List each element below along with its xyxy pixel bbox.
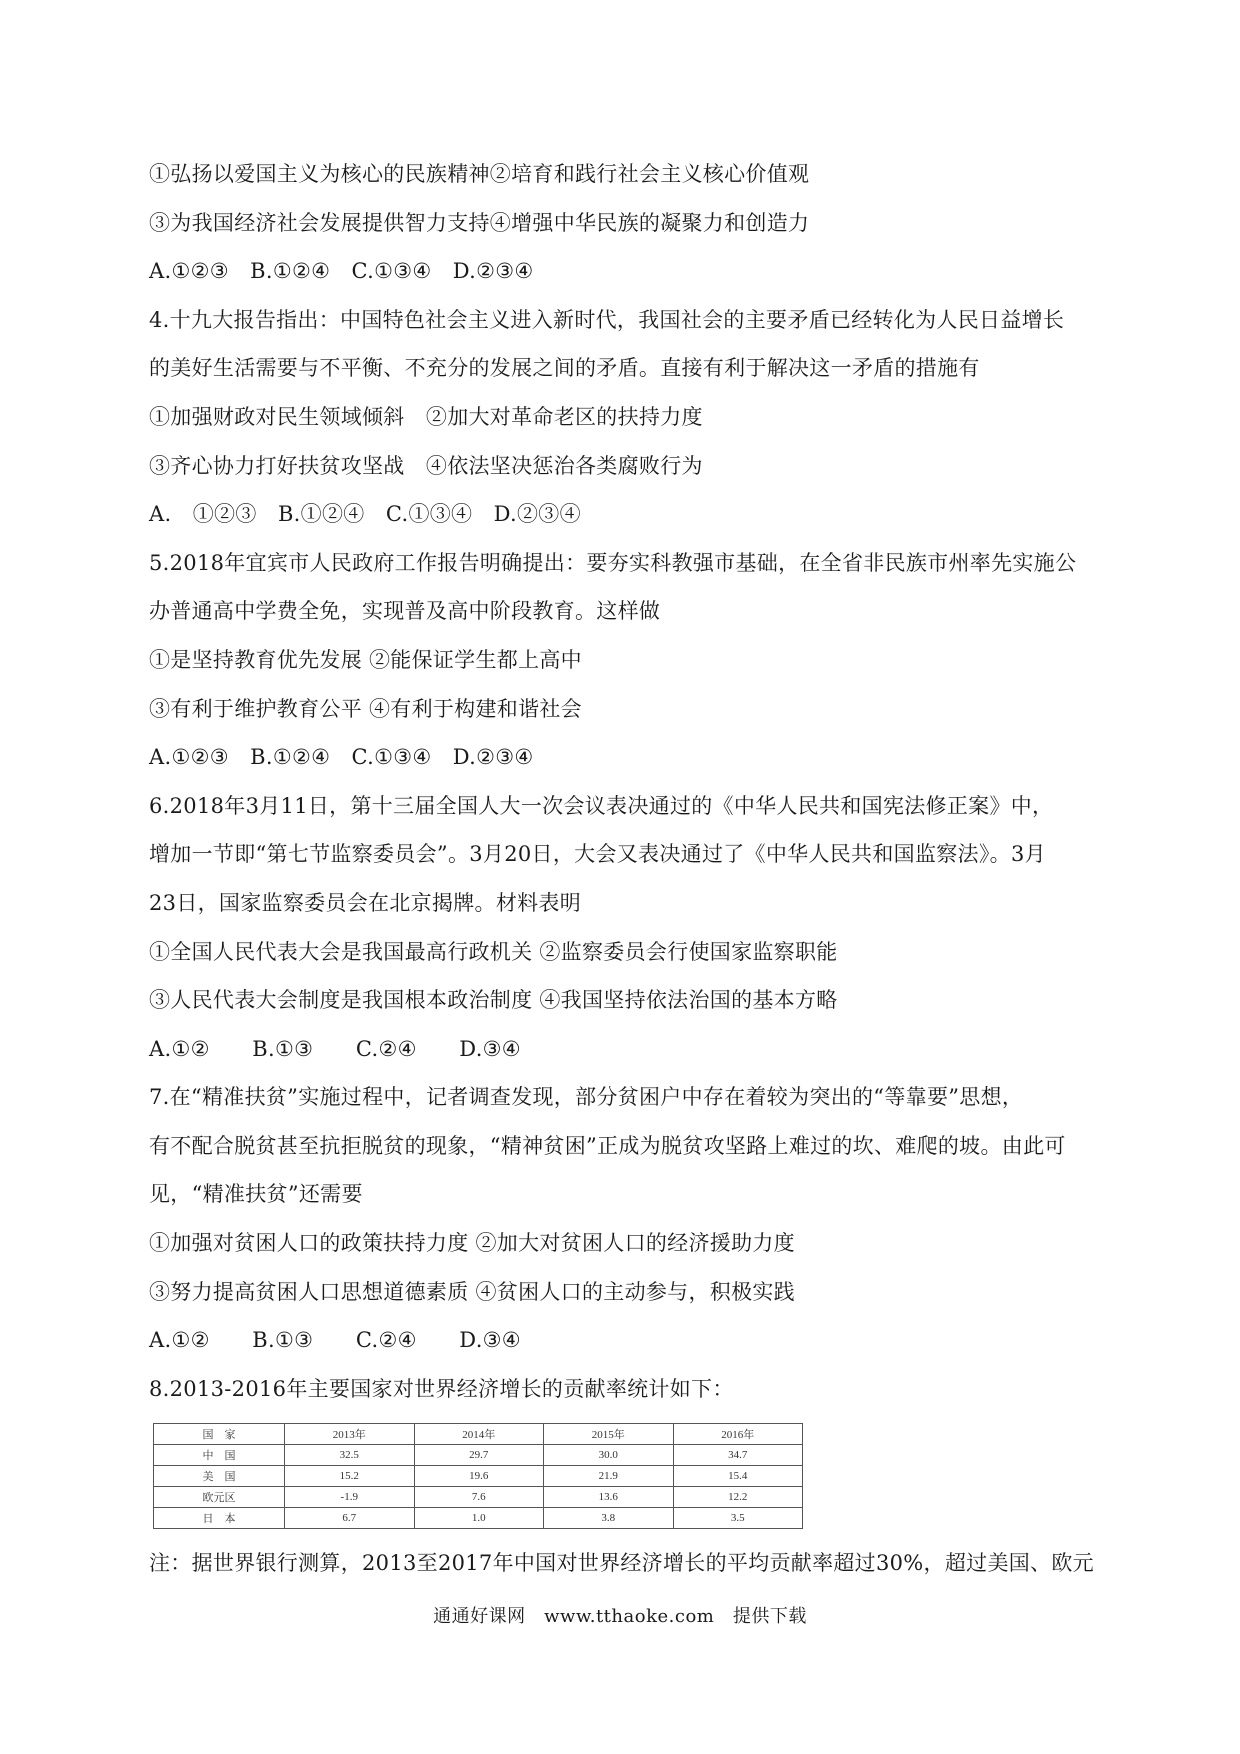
table-cell: 欧元区	[154, 1487, 285, 1508]
q7-option-line-2: ③努力提高贫困人口思想道德素质 ④贫困人口的主动参与，积极实践	[149, 1279, 795, 1304]
table-cell: 7.6	[414, 1487, 544, 1508]
table-cell: 29.7	[414, 1445, 544, 1466]
table-cell: 21.9	[544, 1466, 674, 1487]
question-content	[149, 150, 1099, 1588]
table-header-row	[154, 1424, 803, 1445]
q7-option-line-1: ①加强对贫困人口的政策扶持力度 ②加大对贫困人口的经济援助力度	[149, 1231, 795, 1256]
q3-answer-choices: A.①②③ B.①②④ C.①③④ D.②③④	[149, 259, 534, 284]
q5-option-line-2: ③有利于维护教育公平 ④有利于构建和谐社会	[149, 696, 582, 721]
q6-option-line-2: ③人民代表大会制度是我国根本政治制度 ④我国坚持依法治国的基本方略	[149, 988, 838, 1013]
table-header-cell: 2014年	[414, 1424, 544, 1445]
table-row	[154, 1466, 803, 1487]
table-cell: 32.5	[285, 1445, 415, 1466]
q7-stem-line-3: 见，“精准扶贫”还需要	[149, 1182, 363, 1207]
q8-note: 注：据世界银行测算，2013至2017年中国对世界经济增长的平均贡献率超过30%，超过美国、欧元	[149, 1551, 1094, 1576]
table-cell: 30.0	[544, 1445, 674, 1466]
table-header-cell: 国 家	[154, 1424, 285, 1445]
contribution-table-wrapper	[153, 1423, 1099, 1529]
table-cell: 3.5	[673, 1508, 803, 1529]
q7-stem-line-1: 7.在“精准扶贫”实施过程中，记者调查发现，部分贫困户中存在着较为突出的“等靠要”思想，	[149, 1085, 1024, 1110]
table-cell: 15.4	[673, 1466, 803, 1487]
table-cell: 1.0	[414, 1508, 544, 1529]
table-row	[154, 1487, 803, 1508]
table-cell: 6.7	[285, 1508, 415, 1529]
q6-option-line-1: ①全国人民代表大会是我国最高行政机关 ②监察委员会行使国家监察职能	[149, 939, 838, 964]
table-cell: 34.7	[673, 1445, 803, 1466]
q6-answer-choices: A.①② B.①③ C.②④ D.③④	[149, 1036, 521, 1061]
q4-option-line-1: ①加强财政对民生领域倾斜 ②加大对革命老区的扶持力度	[149, 404, 703, 429]
table-cell: 美 国	[154, 1466, 285, 1487]
q4-option-line-2: ③齐心协力打好扶贫攻坚战 ④依法坚决惩治各类腐败行为	[149, 453, 703, 478]
footer-source: 通通好课网 www.tthaoke.com 提供下载	[433, 1606, 807, 1627]
table-row	[154, 1445, 803, 1466]
q4-answer-choices: A. ①②③ B.①②④ C.①③④ D.②③④	[149, 502, 581, 527]
table-cell: -1.9	[285, 1487, 415, 1508]
table-header-cell: 2013年	[285, 1424, 415, 1445]
table-cell: 3.8	[544, 1508, 674, 1529]
q5-answer-choices: A.①②③ B.①②④ C.①③④ D.②③④	[149, 745, 534, 770]
q8-stem: 8.2013-2016年主要国家对世界经济增长的贡献率统计如下：	[149, 1376, 734, 1401]
q6-stem-line-1: 6.2018年3月11日，第十三届全国人大一次会议表决通过的《中华人民共和国宪法修正案》中，	[149, 793, 1054, 818]
q5-option-line-1: ①是坚持教育优先发展 ②能保证学生都上高中	[149, 647, 582, 672]
q4-stem-line-2: 的美好生活需要与不平衡、不充分的发展之间的矛盾。直接有利于解决这一矛盾的措施有	[149, 356, 980, 381]
table-cell: 13.6	[544, 1487, 674, 1508]
table-cell: 15.2	[285, 1466, 415, 1487]
q6-stem-line-3: 23日，国家监察委员会在北京揭牌。材料表明	[149, 890, 582, 915]
q4-stem-line-1: 4.十九大报告指出：中国特色社会主义进入新时代，我国社会的主要矛盾已经转化为人民日益增长	[149, 307, 1065, 332]
q6-stem-line-2: 增加一节即“第七节监察委员会”。3月20日，大会又表决通过了《中华人民共和国监察法》。3月	[149, 842, 1046, 867]
q7-answer-choices: A.①② B.①③ C.②④ D.③④	[149, 1328, 521, 1353]
q5-stem-line-1: 5.2018年宜宾市人民政府工作报告明确提出：要夯实科教强市基础，在全省非民族市州率先实施公	[149, 550, 1077, 575]
table-header-cell: 2015年	[544, 1424, 674, 1445]
q3-option-line-2: ③为我国经济社会发展提供智力支持④增强中华民族的凝聚力和创造力	[149, 210, 810, 235]
q7-stem-line-2: 有不配合脱贫甚至抗拒脱贫的现象，“精神贫困”正成为脱贫攻坚路上难过的坎、难爬的坡。由此可	[149, 1133, 1066, 1158]
table-header-cell: 2016年	[673, 1424, 803, 1445]
contribution-table	[153, 1423, 803, 1529]
table-cell: 日 本	[154, 1508, 285, 1529]
table-row	[154, 1508, 803, 1529]
table-cell: 19.6	[414, 1466, 544, 1487]
q3-option-line-1: ①弘扬以爱国主义为核心的民族精神②培育和践行社会主义核心价值观	[149, 162, 810, 186]
q5-stem-line-2: 办普通高中学费全免，实现普及高中阶段教育。这样做	[149, 599, 661, 624]
table-cell: 中 国	[154, 1445, 285, 1466]
table-cell: 12.2	[673, 1487, 803, 1508]
